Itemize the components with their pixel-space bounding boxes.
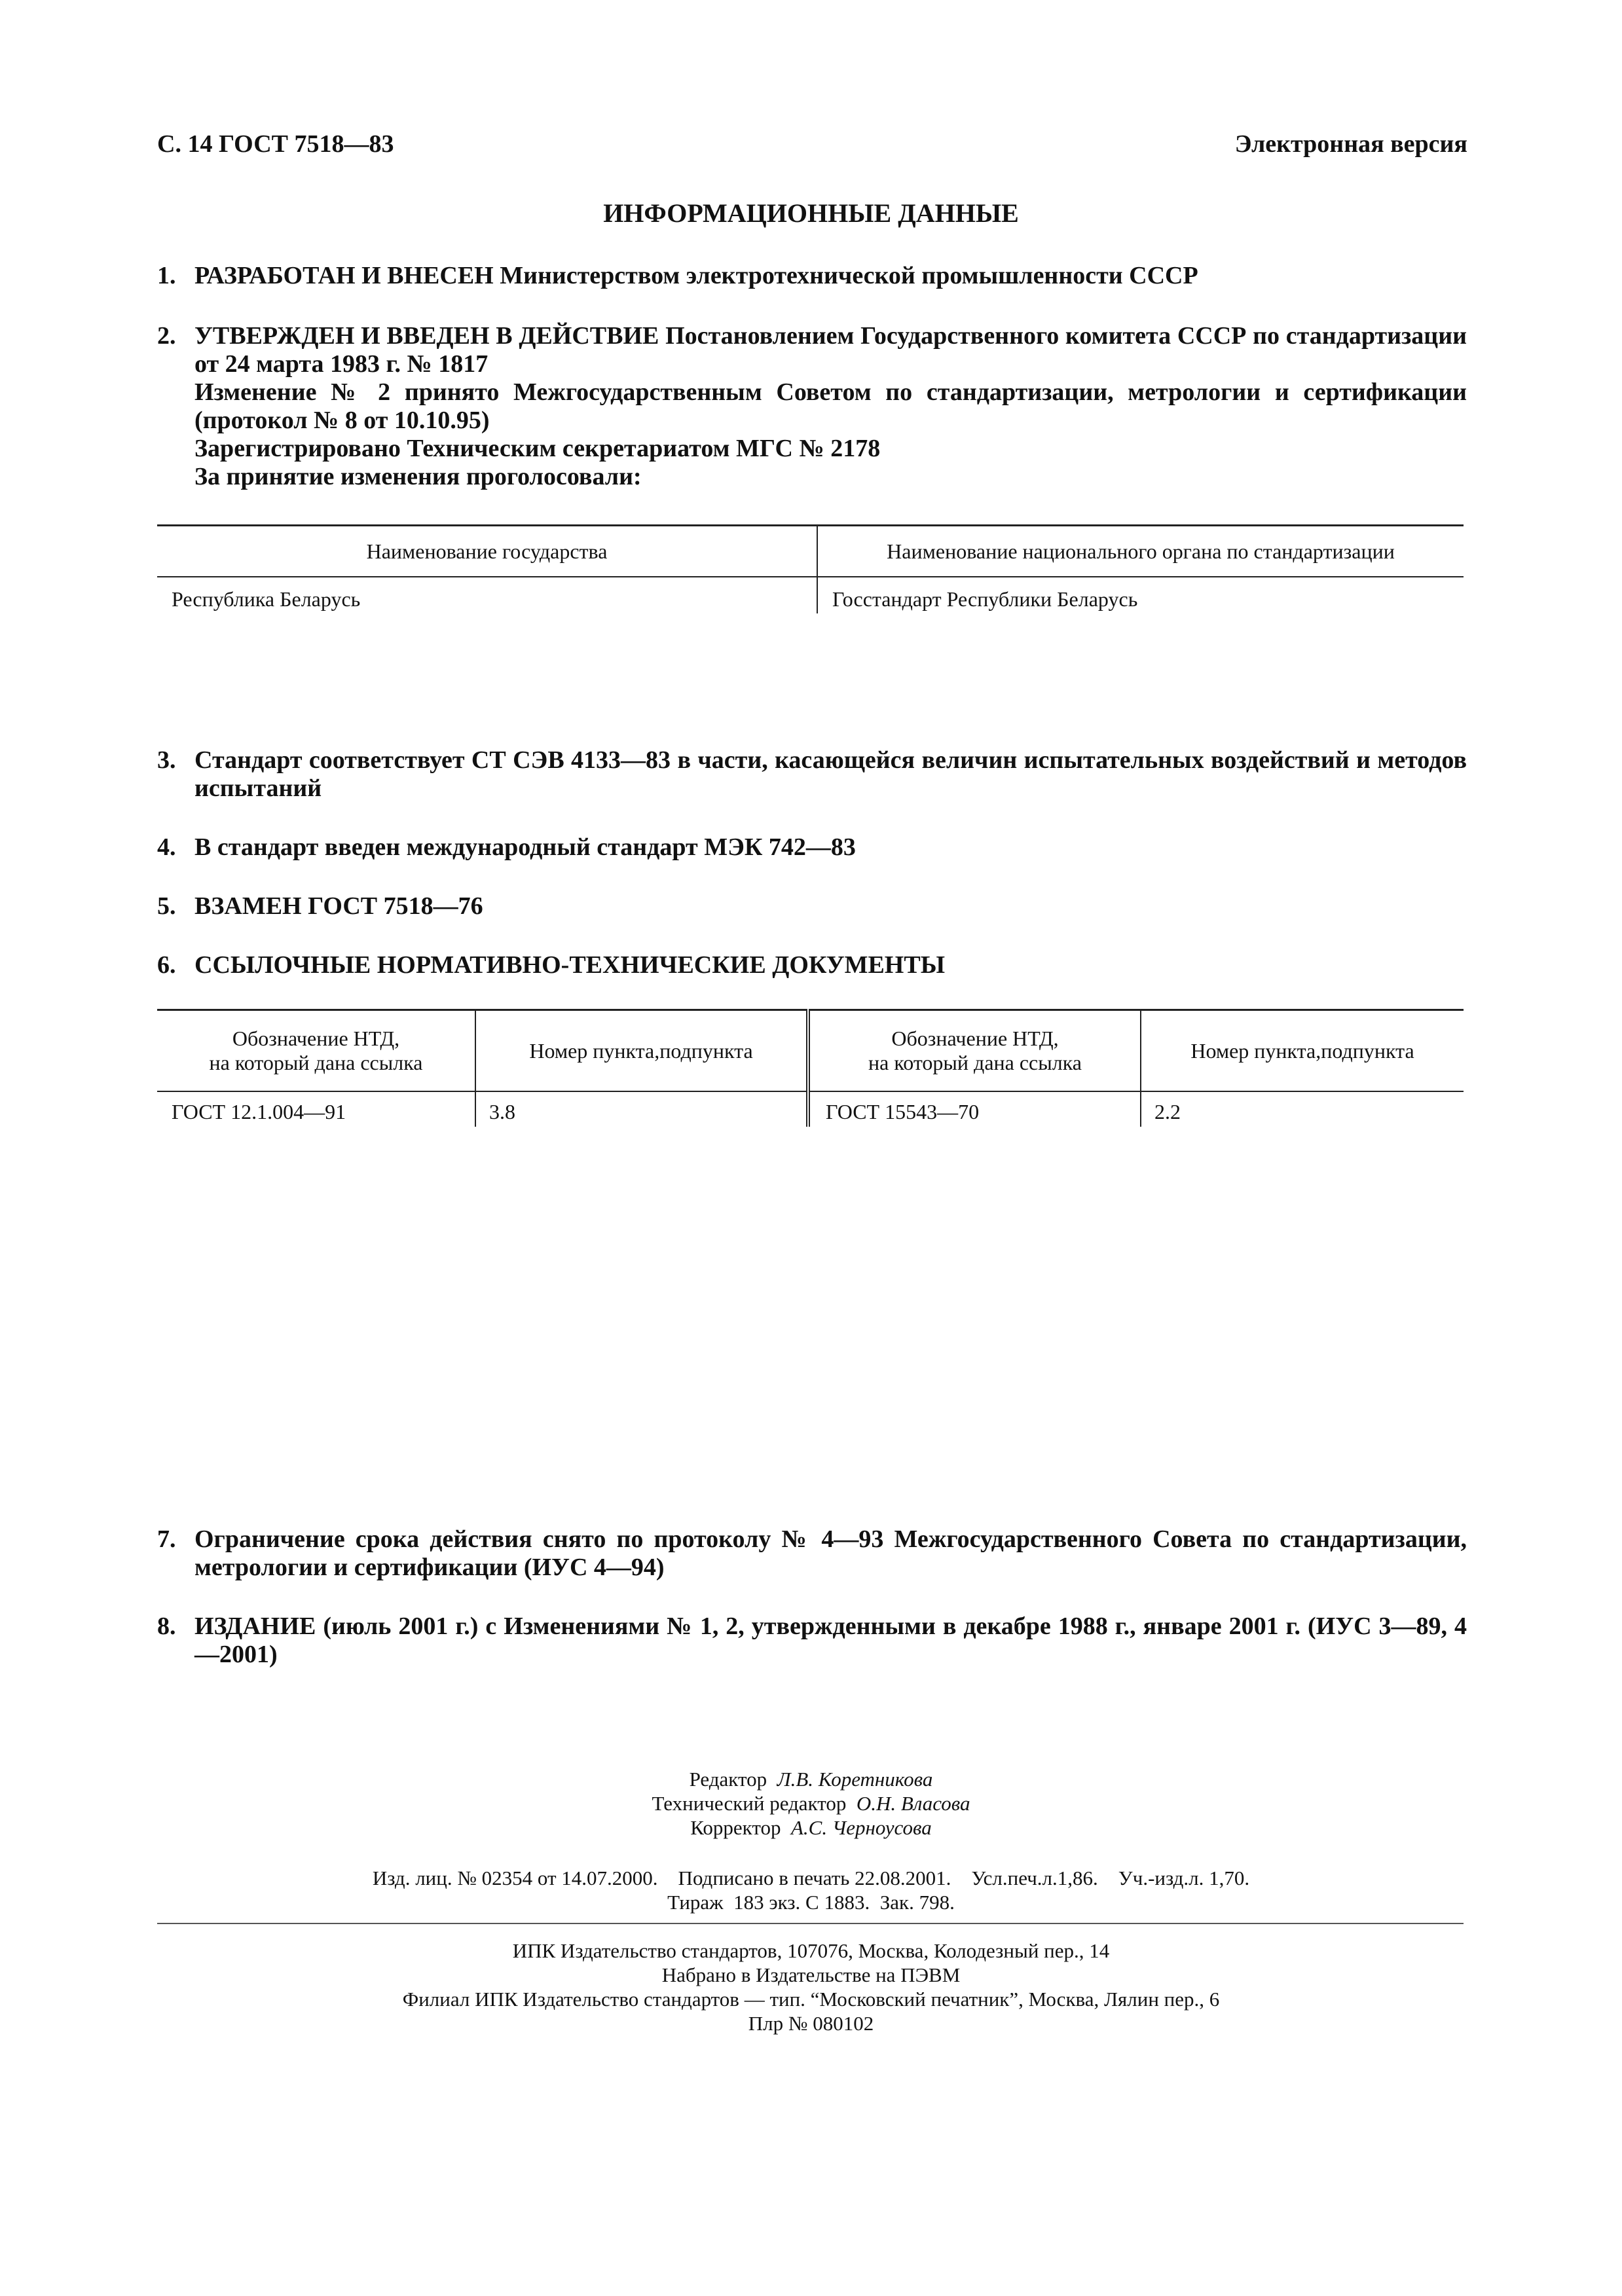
- item-number: 1.: [157, 262, 176, 289]
- table-header: Номер пункта,подпункта: [475, 1010, 808, 1092]
- divider: [157, 1923, 1464, 1924]
- electronic-version-label: Электронная версия: [1234, 130, 1467, 158]
- publisher-line: Плр № 080102: [748, 2012, 874, 2035]
- item-text: ИЗДАНИЕ (июль 2001 г.) с Изменениями № 1, 2, утвержденными в декабре 1988 г., январе 2001 г. (ИУС 3—89, 4—2001): [194, 1613, 1467, 1668]
- publishing-info: Изд. лиц. № 02354 от 14.07.2000. Подписано в печать 22.08.2001. Усл.печ.л.1,86. Уч.-изд.л. 1,70.: [372, 1867, 1250, 1889]
- list-item: [157, 1613, 1467, 1669]
- table-row: ГОСТ 12.1.004—91 3.8 ГОСТ 15543—70 2.2: [157, 1091, 1464, 1127]
- references-table: [157, 1009, 1464, 1127]
- item-text: Зарегистрировано Техническим секретариатом МГС № 2178: [194, 435, 881, 462]
- table-header: Наименование государства: [157, 526, 817, 577]
- item-text: ВЗАМЕН ГОСТ 7518—76: [194, 892, 483, 920]
- table-header: Номер пункта,подпункта: [1141, 1010, 1464, 1092]
- tech-editor-line: Технический редактор О.Н. Власова: [652, 1792, 970, 1815]
- list-item: [157, 262, 1467, 290]
- table-header: Наименование национального органа по стандартизации: [817, 526, 1464, 577]
- voting-states-table: [157, 524, 1464, 613]
- item-number: 3.: [157, 746, 176, 774]
- publisher-line: Филиал ИПК Издательство стандартов — тип. “Московский печатник”, Москва, Лялин пер., 6: [402, 1988, 1220, 2011]
- item-text: За принятие изменения проголосовали:: [194, 463, 642, 490]
- item-number: 8.: [157, 1613, 176, 1640]
- item-text: Ограничение срока действия снято по протоколу № 4—93 Межгосударственного Совета по стандартизации, метрологии и сертификации (ИУС 4—94): [194, 1525, 1467, 1581]
- list-item: [157, 833, 1467, 862]
- item-text: Изменение № 2 принято Межгосударственным Советом по стандартизации, метрологии и сертификации (протокол № 8 от 10.10.95): [194, 378, 1467, 434]
- corrector-name: А.С. Черноусова: [790, 1816, 932, 1839]
- list-item: [157, 322, 1467, 491]
- editor-name: Л.В. Коретникова: [777, 1768, 933, 1791]
- list-item: [157, 1525, 1467, 1582]
- page-number-header: С. 14 ГОСТ 7518—83: [157, 130, 394, 158]
- item-number: 2.: [157, 322, 176, 350]
- item-text: УТВЕРЖДЕН И ВВЕДЕН В ДЕЙСТВИЕ Постановлением Государственного комитета СССР по стандартизации от 24 марта 1983 г. № 1817: [194, 322, 1467, 378]
- item-text: В стандарт введен международный стандарт МЭК 742—83: [194, 833, 856, 861]
- item-text: Стандарт соответствует СТ СЭВ 4133—83 в части, касающейся величин испытательных воздействий и методов испытаний: [194, 746, 1467, 802]
- table-header: Обозначение НТД, на который дана ссылка: [157, 1010, 475, 1092]
- item-number: 6.: [157, 951, 176, 979]
- list-item: [157, 746, 1467, 803]
- publisher-line: Набрано в Издательстве на ПЭВМ: [661, 1963, 961, 1986]
- tech-editor-name: О.Н. Власова: [856, 1792, 970, 1815]
- corrector-line: Корректор А.С. Черноусова: [690, 1816, 932, 1839]
- page-title: ИНФОРМАЦИОННЫЕ ДАННЫЕ: [603, 198, 1019, 228]
- editor-line: Редактор Л.В. Коретникова: [689, 1768, 933, 1791]
- publisher-line: ИПК Издательство стандартов, 107076, Москва, Колодезный пер., 14: [512, 1939, 1110, 1962]
- table-row: Республика Беларусь Госстандарт Республики Беларусь: [157, 577, 1464, 613]
- list-item: [157, 951, 1467, 979]
- circulation-info: Тираж 183 экз. С 1883. Зак. 798.: [667, 1891, 955, 1914]
- list-item: [157, 892, 1467, 920]
- item-text: ССЫЛОЧНЫЕ НОРМАТИВНО-ТЕХНИЧЕСКИЕ ДОКУМЕНТЫ: [194, 951, 946, 979]
- item-text: РАЗРАБОТАН И ВНЕСЕН Министерством электротехнической промышленности СССР: [194, 262, 1198, 289]
- item-number: 4.: [157, 833, 176, 861]
- item-number: 7.: [157, 1525, 176, 1553]
- item-number: 5.: [157, 892, 176, 920]
- table-header: Обозначение НТД, на который дана ссылка: [808, 1010, 1141, 1092]
